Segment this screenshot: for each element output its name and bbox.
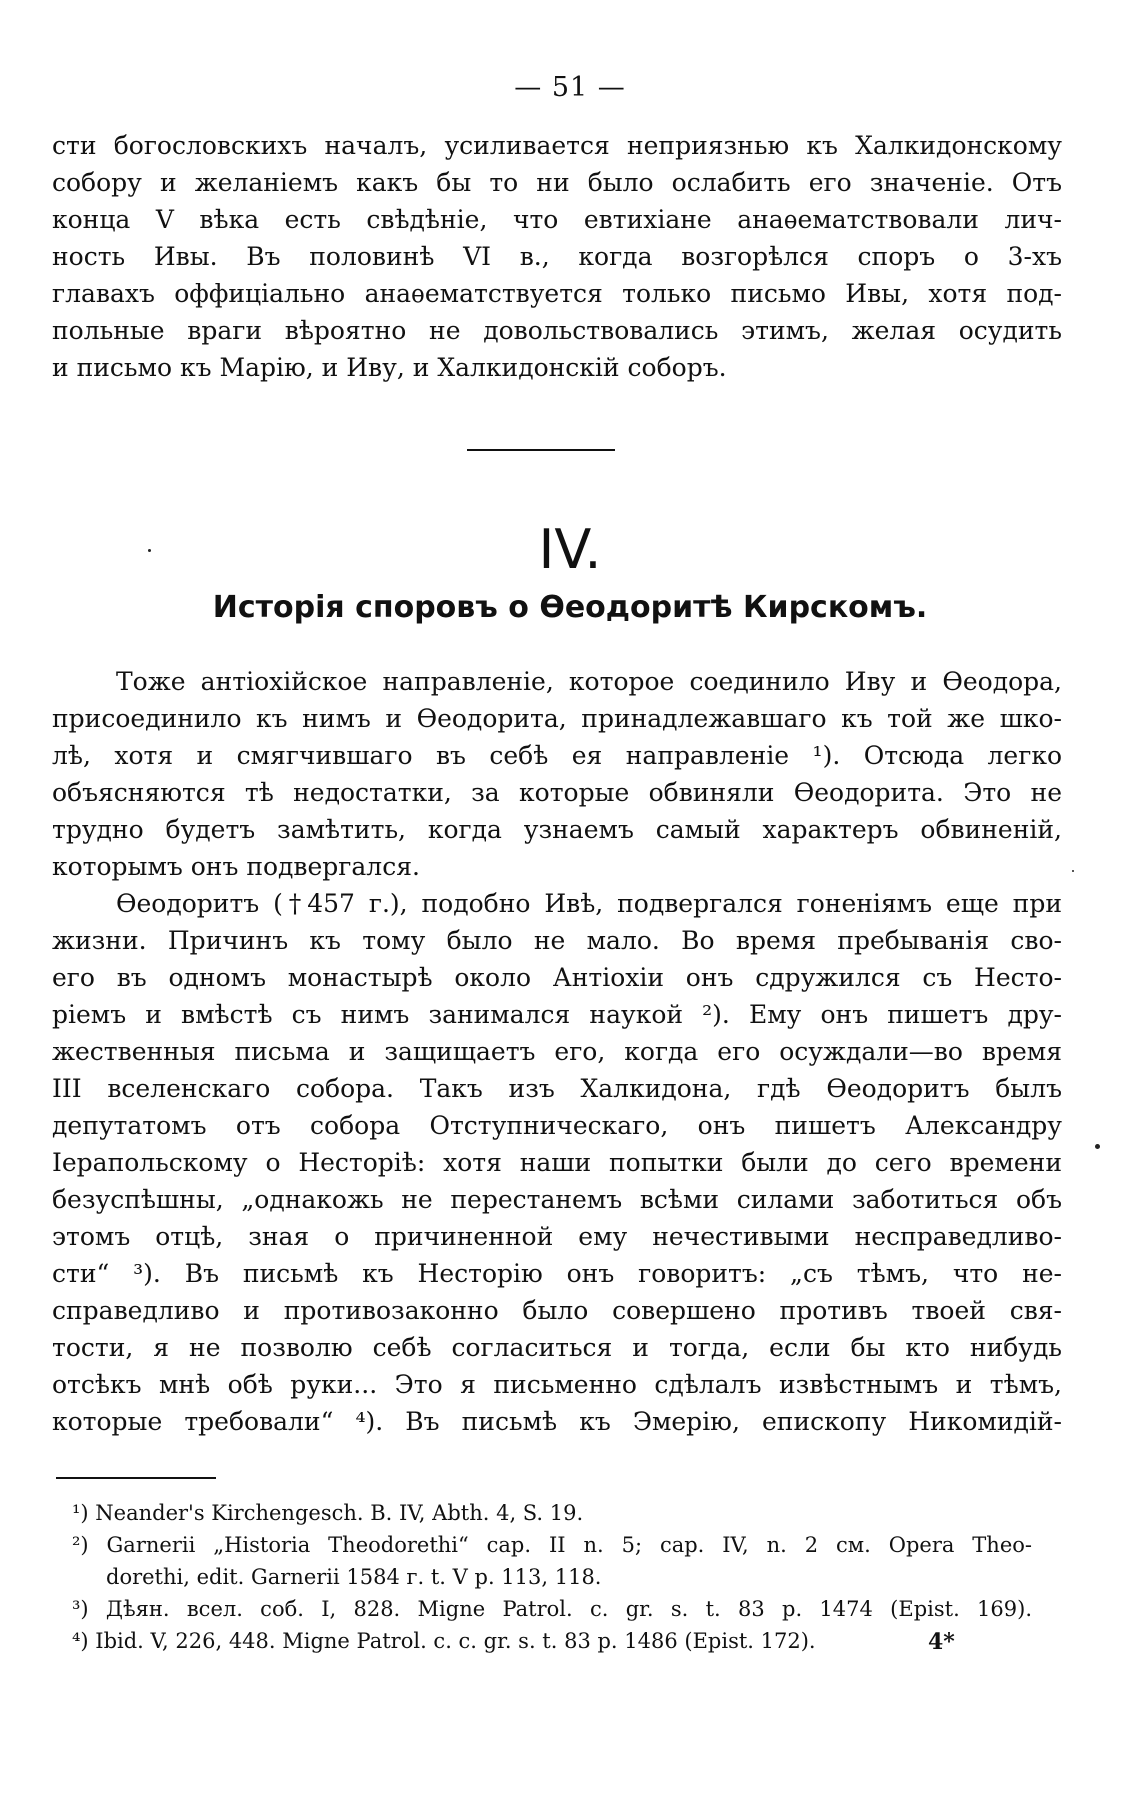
section-number: IV. [538,518,602,581]
text-line: лѣ, хотя и смягчившаго въ себѣ ея направленіе ¹). Отсюда легко [52,741,1062,770]
text-line: депутатомъ отъ собора Отступническаго, онъ пишетъ Александру [52,1111,1062,1140]
text-line: присоединило къ нимъ и Ѳеодорита, принадлежавшаго къ той же шко- [52,704,1062,733]
text-line: главахъ оффиціально анаѳематствуется только письмо Ивы, хотя под- [52,279,1062,308]
text-line: которые требовали“ ⁴). Въ письмѣ къ Эмерію, епископу Никомидій- [52,1407,1062,1436]
footnote-continuation: dorethi, edit. Garnerii 1584 г. t. V p. 113, 118. [106,1565,602,1589]
footnote: ³) Дѣян. всел. соб. I, 828. Migne Patrol. c. gr. s. t. 83 p. 1474 (Epist. 169). [72,1597,1032,1621]
text-line: польные враги вѣроятно не довольствовались этимъ, желая осудить [52,316,1062,345]
section-title: Исторія споровъ о Ѳеодоритѣ Кирскомъ. [212,590,928,625]
footnote: ⁴) Ibid. V, 226, 448. Migne Patrol. c. c. gr. s. t. 83 p. 1486 (Epist. 172). [72,1629,816,1653]
text-line: ность Ивы. Въ половинѣ VI в., когда возгорѣлся споръ о 3-хъ [52,242,1062,271]
text-line: справедливо и противозаконно было совершено противъ твоей свя- [52,1296,1062,1325]
text-line: отсѣкъ мнѣ обѣ руки... Это я письменно сдѣлалъ извѣстнымъ и тѣмъ, [52,1370,1062,1399]
text-line: тости, я не позволю себѣ согласиться и тогда, если бы кто нибудь [52,1333,1062,1362]
text-line: жественныя письма и защищаетъ его, когда его осуждали—во время [52,1037,1062,1066]
print-speck [1095,1144,1100,1149]
text-line: сти“ ³). Въ письмѣ къ Несторію онъ говоритъ: „съ тѣмъ, что не- [52,1259,1062,1288]
section-divider [467,449,615,451]
text-line: его въ одномъ монастырѣ около Антіохіи онъ сдружился съ Несто- [52,963,1062,992]
footnote-rule [56,1477,216,1479]
print-speck [148,549,151,552]
footnotes [72,1497,1032,1657]
text-line: безуспѣшны, „однакожь не перестанемъ всѣми силами заботиться объ [52,1185,1062,1214]
print-speck [1072,870,1074,872]
text-line: ріемъ и вмѣстѣ съ нимъ занимался наукой ²). Ему онъ пишетъ дру- [52,1000,1062,1029]
body-text [52,663,1062,1440]
text-line: трудно будетъ замѣтить, когда узнаемъ самый характеръ обвиненій, [52,815,1062,844]
text-line: жизни. Причинъ къ тому было не мало. Во время пребыванія сво- [52,926,1062,955]
text-line: Тоже антіохійское направленіе, которое соединило Иву и Ѳеодора, [116,667,1062,696]
text-line: конца V вѣка есть свѣдѣніе, что евтихіане анаѳематствовали лич- [52,205,1062,234]
text-line: Ѳеодоритъ (†457 г.), подобно Ивѣ, подвергался гоненіямъ еще при [116,889,1062,918]
text-line: III вселенскаго собора. Такъ изъ Халкидона, гдѣ Ѳеодоритъ былъ [52,1074,1062,1103]
intro-paragraph [52,127,1062,386]
signature-mark: 4* [928,1629,955,1655]
text-line: сти богословскихъ началъ, усиливается неприязнью къ Халкидонскому [52,131,1062,160]
footnote: ²) Garnerii „Historia Theodorethi“ cap. II n. 5; cap. IV, n. 2 см. Opera Theo- [72,1533,1032,1557]
text-line: и письмо къ Марію, и Иву, и Халкидонскій соборъ. [52,353,727,382]
page-number: — 51 — [514,72,626,103]
text-line: этомъ отцѣ, зная о причиненной ему нечестивыми несправедливо- [52,1222,1062,1251]
text-line: собору и желаніемъ какъ бы то ни было ослабить его значеніе. Отъ [52,168,1062,197]
text-line: объясняются тѣ недостатки, за которые обвиняли Ѳеодорита. Это не [52,778,1062,807]
text-line: Іерапольскому о Несторіѣ: хотя наши попытки были до сего времени [52,1148,1062,1177]
footnote: ¹) Neander's Kirchengesch. B. IV, Abth. 4, S. 19. [72,1501,584,1525]
text-line: которымъ онъ подвергался. [52,852,420,881]
